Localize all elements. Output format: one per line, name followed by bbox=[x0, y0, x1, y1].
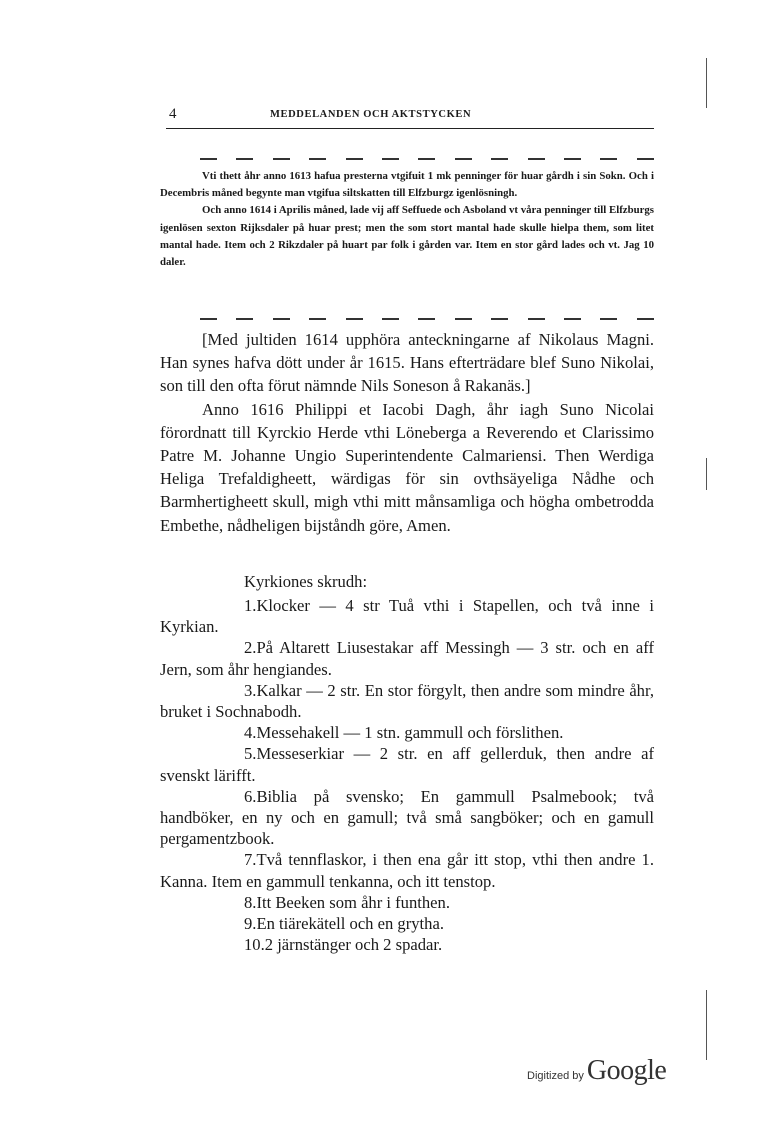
inventory-heading: Kyrkiones skrudh: bbox=[244, 572, 368, 591]
inventory-item bbox=[160, 637, 654, 679]
margin-mark bbox=[706, 990, 707, 1060]
item-number: 9. bbox=[244, 914, 257, 934]
inventory-item bbox=[160, 892, 654, 913]
item-text: En tiärekätell och en grytha. bbox=[256, 914, 444, 934]
margin-mark bbox=[706, 58, 707, 108]
quoted-paragraph: Och anno 1614 i Aprilis måned, lade vij aff Seffuede och Asboland vt våra penninger till Elfzburgs igenlösen sexton Rijksdaler på huar prest; men the som stort mantal hade skulle hielpa them, som litet mantal hade. Item och 2 Rikzdaler på huart par folk i gården var. Item en stor gård lades och vt. Jag 10 daler. bbox=[160, 204, 654, 269]
item-text: 2 järnstänger och 2 spadar. bbox=[264, 935, 443, 955]
google-logo: Google bbox=[586, 1055, 667, 1086]
item-text: Biblia på svensko; En gammull Psalmebook; två handböker, en ny och en gamull; två små sangböker; och en gamull pergamentzbook. bbox=[160, 786, 654, 849]
margin-mark bbox=[706, 458, 707, 490]
digitized-watermark bbox=[527, 1055, 666, 1087]
body-text bbox=[160, 328, 654, 537]
inventory-item bbox=[160, 913, 654, 934]
inventory-item bbox=[160, 786, 654, 850]
body-paragraph: [Med jultiden 1614 upphöra anteckningarne af Nikolaus Magni. Han synes hafva dött under år 1615. Hans efterträdare blef Suno Nikolai, son till den ofta förut nämnde Nils Soneson å Rakanäs.] bbox=[160, 330, 654, 396]
item-number: 8. bbox=[244, 892, 257, 912]
page-number: 4 bbox=[169, 106, 177, 122]
item-text: Klocker — 4 str Tuå vthi i Stapellen, och två inne i Kyrkian. bbox=[160, 596, 654, 637]
item-number: 4. bbox=[244, 723, 257, 743]
item-text: Messeserkiar — 2 str. en aff gellerduk, then andre af svenskt lärifft. bbox=[160, 744, 654, 785]
inventory-item bbox=[160, 934, 654, 955]
item-text: Messehakell — 1 stn. gammull och förslithen. bbox=[256, 723, 564, 743]
item-text: Itt Beeken som åhr i funthen. bbox=[256, 892, 450, 912]
item-number: 7. bbox=[244, 850, 257, 870]
item-text: På Altarett Liusestakar aff Messingh — 3 str. och en aff Jern, som åhr hengiandes. bbox=[160, 638, 654, 679]
running-head: MEDDELANDEN OCH AKTSTYCKEN bbox=[270, 109, 472, 120]
inventory-list bbox=[160, 595, 654, 955]
quoted-paragraph: Vti thett åhr anno 1613 hafua presterna vtgifuit 1 mk penninger för huar gårdh i sin Sokn. Och i Decembris måned begynte man vtgifua siltskatten till Elfzburgz igenlösningh. bbox=[160, 170, 654, 200]
inventory-item bbox=[160, 722, 654, 743]
header-rule bbox=[166, 128, 654, 129]
inventory-item bbox=[160, 595, 654, 637]
dash-separator-bottom bbox=[200, 318, 654, 320]
item-number: 5. bbox=[244, 744, 257, 764]
inventory-item bbox=[160, 743, 654, 785]
item-number: 1. bbox=[244, 596, 257, 615]
item-number: 3. bbox=[244, 680, 257, 700]
item-text: Två tennflaskor, i then ena går itt stop, vthi then andre 1. Kanna. Item en gammull tenkanna, och itt tenstop. bbox=[160, 850, 654, 891]
item-number: 10. bbox=[244, 935, 265, 955]
quoted-entry bbox=[160, 168, 654, 271]
item-number: 6. bbox=[244, 786, 257, 806]
item-number: 2. bbox=[244, 638, 257, 658]
inventory-item bbox=[160, 680, 654, 722]
item-text: Kalkar — 2 str. En stor förgylt, then andre som mindre åhr, bruket i Sochnabodh. bbox=[160, 680, 654, 722]
inventory-item bbox=[160, 849, 654, 891]
dash-separator-top bbox=[200, 158, 654, 160]
body-paragraph: Anno 1616 Philippi et Iacobi Dagh, åhr iagh Suno Nicolai förordnatt till Kyrckio Herde vthi Löneberga a Reverendo et Clarissimo Patre M. Johanne Ungio Superintendente Calmariensi. Then Werdiga Heliga Trefaldigheett, wärdigas för sin ovthsäyeliga Nådhe och Barmhertigheett skull, migh vthi mitt månsamliga och högha ombetrodda Embethe, nådheligen bijståndh göre, Amen. bbox=[160, 399, 654, 535]
watermark-prefix: Digitized by bbox=[527, 1070, 584, 1082]
